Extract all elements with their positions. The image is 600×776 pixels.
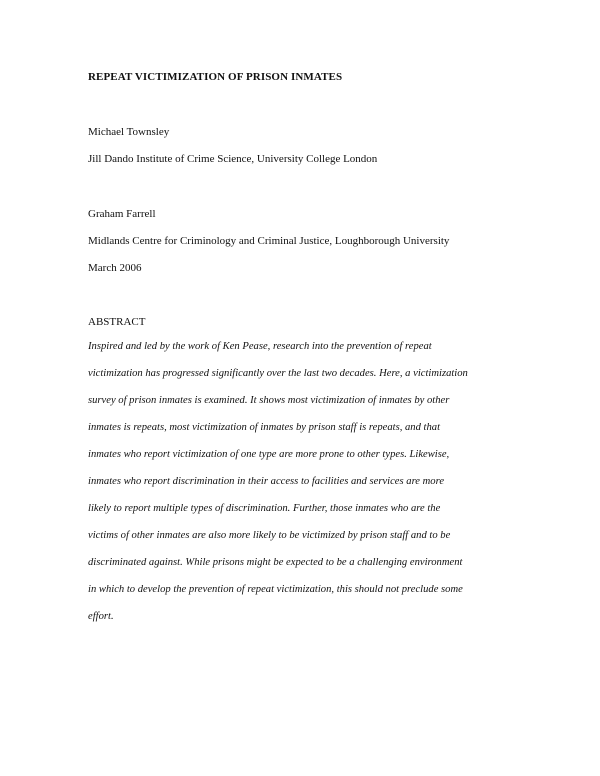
abstract-line: inmates who report discrimination in their access to facilities and services are more bbox=[88, 476, 445, 487]
author-name: Michael Townsley bbox=[88, 126, 170, 138]
abstract-line: likely to report multiple types of discrimination. Further, those inmates who are the bbox=[88, 503, 441, 514]
publication-date: March 2006 bbox=[88, 262, 142, 274]
author-affiliation: Jill Dando Institute of Crime Science, University College London bbox=[88, 153, 378, 165]
abstract-line: survey of prison inmates is examined. It shows most victimization of inmates by other bbox=[88, 395, 450, 406]
abstract-line: victims of other inmates are also more likely to be victimized by prison staff and to be bbox=[88, 530, 451, 541]
abstract-line: discriminated against. While prisons might be expected to be a challenging environment bbox=[88, 557, 463, 568]
abstract-line: inmates is repeats, most victimization of inmates by prison staff is repeats, and that bbox=[88, 422, 441, 433]
author-name: Graham Farrell bbox=[88, 208, 156, 220]
abstract-line: inmates who report victimization of one type are more prone to other types. Likewise, bbox=[88, 449, 450, 460]
abstract-line: in which to develop the prevention of repeat victimization, this should not preclude some bbox=[88, 584, 463, 595]
abstract-line: Inspired and led by the work of Ken Pease, research into the prevention of repeat bbox=[88, 341, 432, 352]
abstract-line: victimization has progressed significantly over the last two decades. Here, a victimization bbox=[88, 368, 468, 379]
abstract-heading: ABSTRACT bbox=[88, 316, 146, 328]
paper-title: REPEAT VICTIMIZATION OF PRISON INMATES bbox=[88, 71, 343, 83]
author-affiliation: Midlands Centre for Criminology and Criminal Justice, Loughborough University bbox=[88, 235, 450, 247]
abstract-line: effort. bbox=[88, 611, 114, 622]
